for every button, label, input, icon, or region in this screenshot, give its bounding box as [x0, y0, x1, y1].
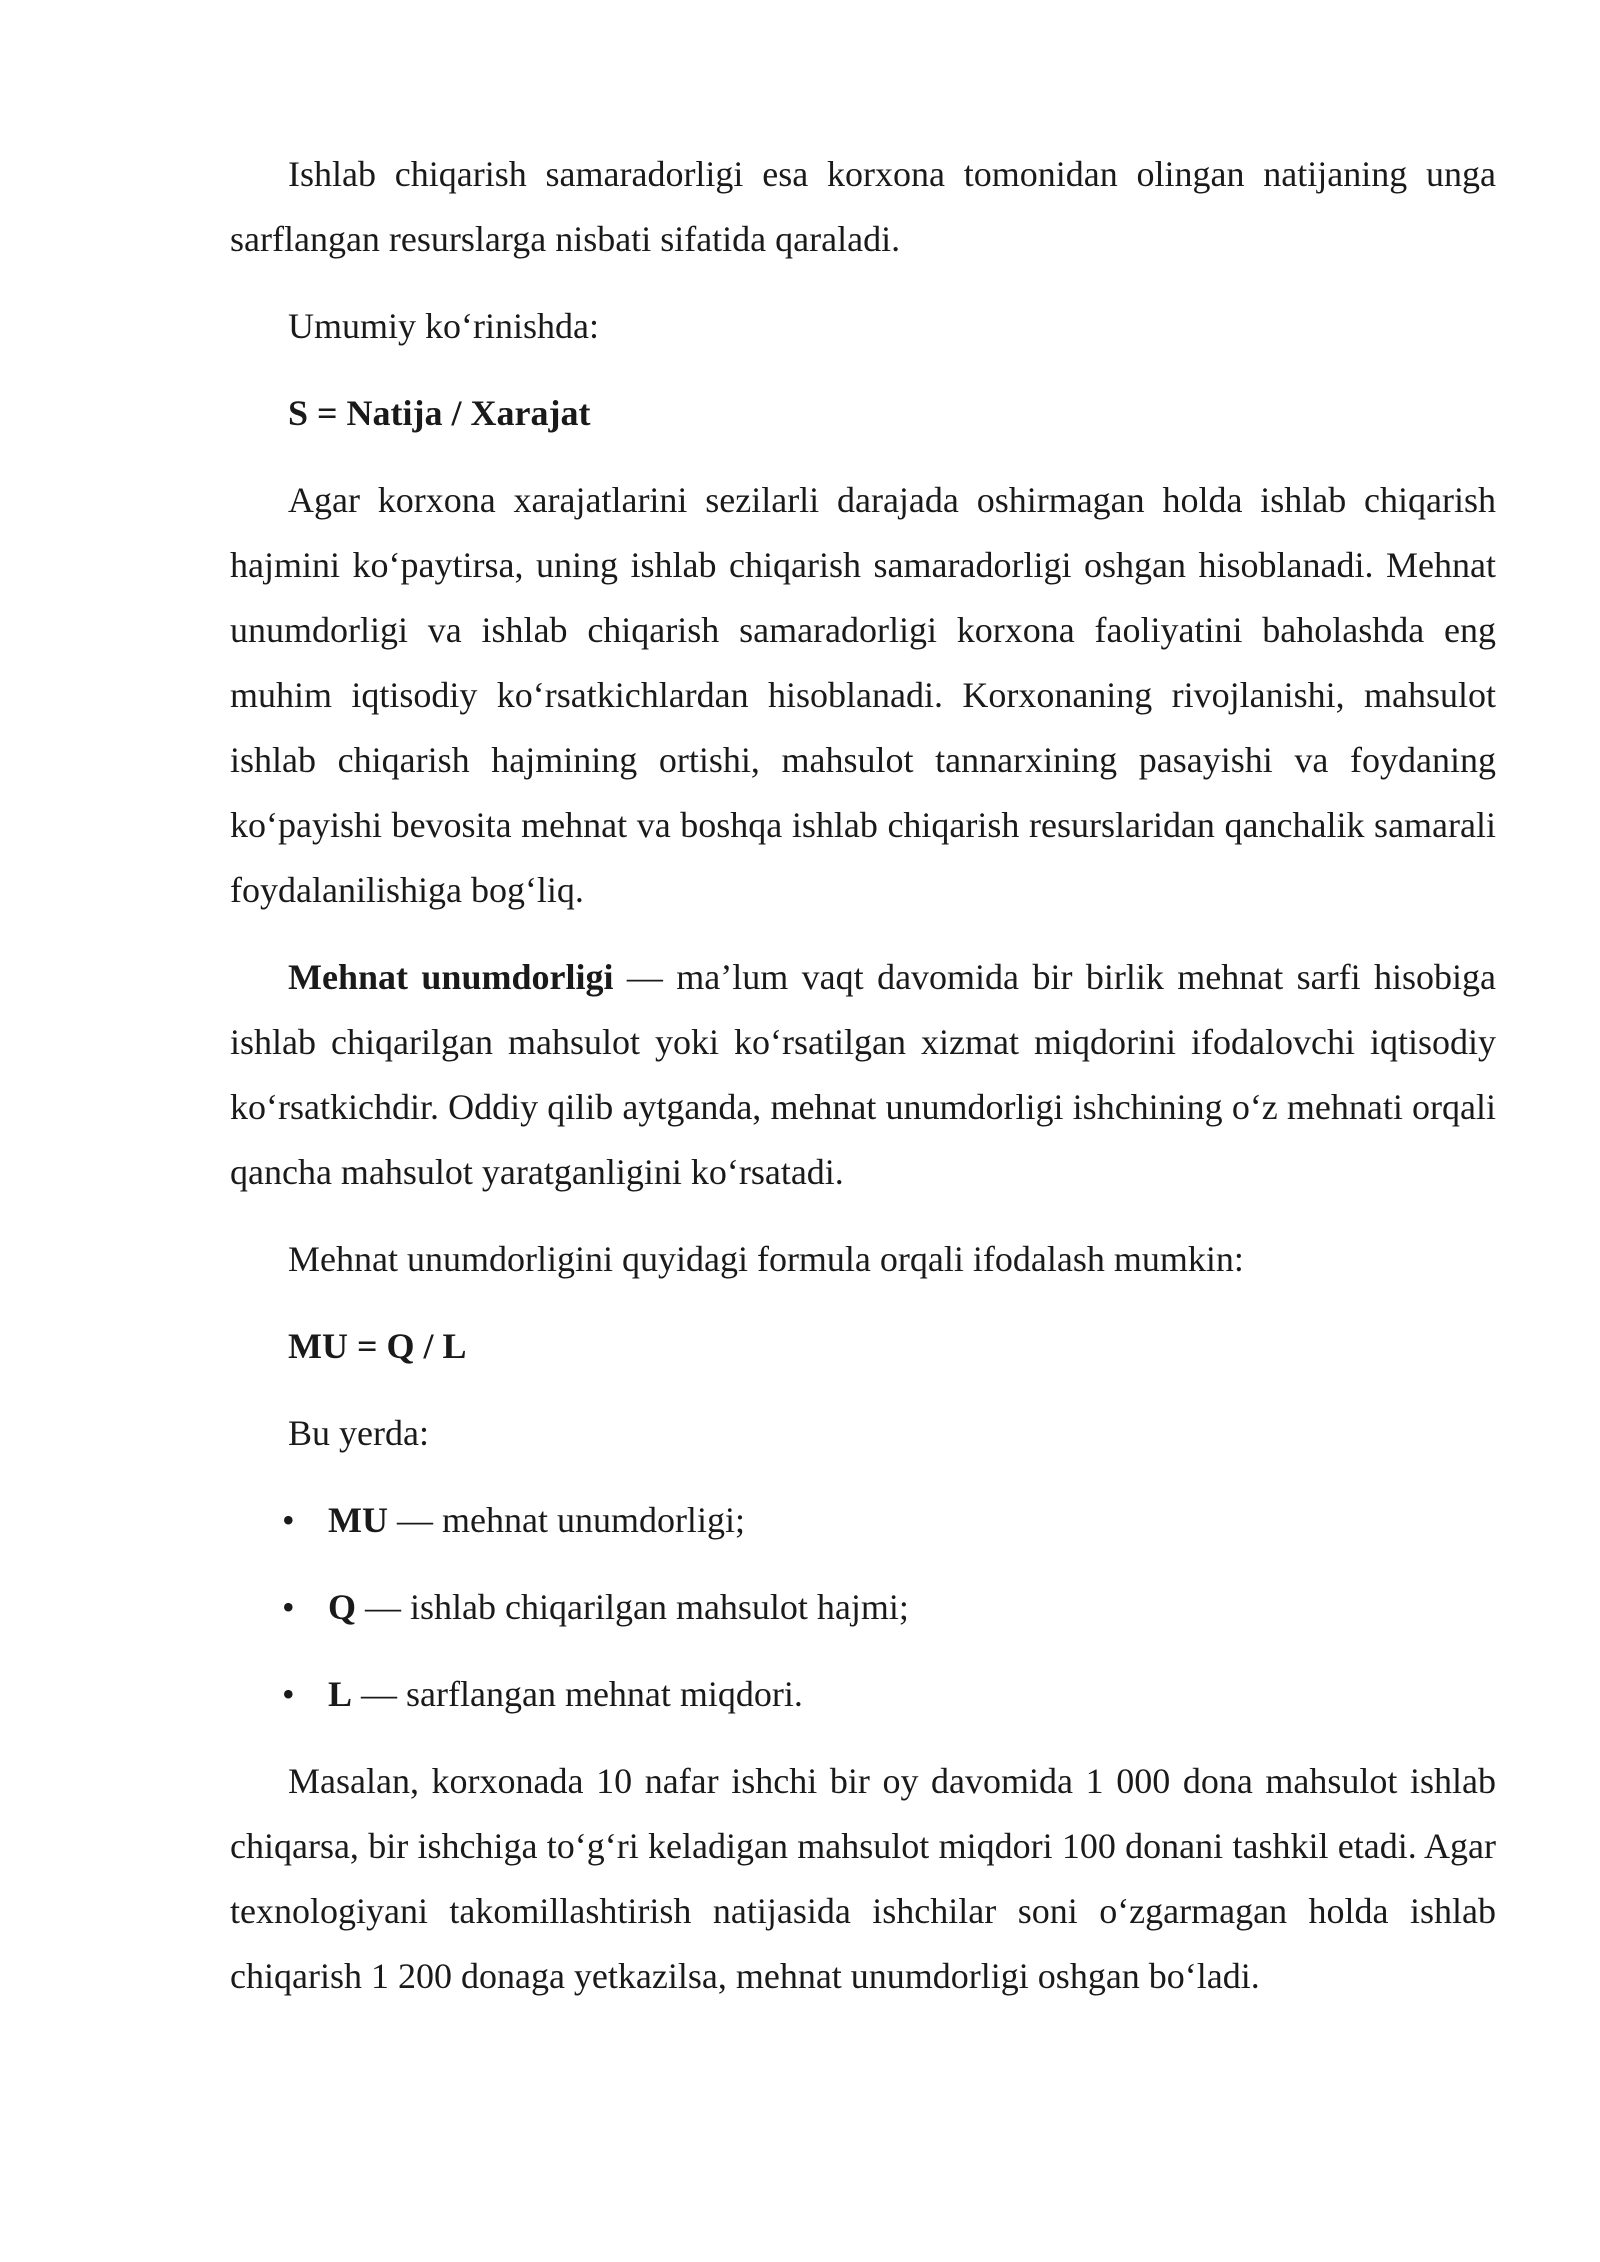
paragraph-efficiency-explanation: Agar korxona xarajatlarini sezilarli darajada oshirmagan holda ishlab chiqarish hajmini ko‘paytirsa, uning ishlab chiqarish samaradorligi oshgan hisoblanadi. Mehnat unumdorligi va ishlab chiqarish samaradorligi korxona faoliyatini baholashda eng muhim iqtisodiy ko‘rsatkichlardan hisoblanadi. Korxonaning rivojlanishi, mahsulot ishlab chiqarish hajmining ortishi, mahsulot tannarxining pasayishi va foydaning ko‘payishi bevosita mehnat va boshqa ishlab chiqarish resurslaridan qanchalik samarali foydalanilishiga bog‘liq.	[230, 480, 1496, 910]
variable-list	[230, 1488, 1496, 1727]
list-item-mu	[230, 1488, 1496, 1553]
paragraph-efficiency-definition: Ishlab chiqarish samaradorligi esa korxona tomonidan olingan natijaning unga sarflangan resurslarga nisbati sifatida qaraladi.	[230, 154, 1496, 259]
formula-intro: Mehnat unumdorligini quyidagi formula orqali ifodalash mumkin:	[288, 1239, 1244, 1279]
variable-symbol: MU	[328, 1500, 388, 1540]
variable-description: — sarflangan mehnat miqdori.	[352, 1674, 803, 1714]
bullet-icon: •	[282, 1674, 295, 1714]
labor-productivity-formula: MU = Q / L	[288, 1326, 467, 1366]
document-page	[230, 142, 1496, 2031]
paragraph-example: Masalan, korxonada 10 nafar ishchi bir oy davomida 1 000 dona mahsulot ishlab chiqarsa, bir ishchiga to‘g‘ri keladigan mahsulot miqdori 100 donani tashkil etadi. Agar texnologiyani takomillashtirish natijasida ishchilar soni o‘zgarmagan holda ishlab chiqarish 1 200 donaga yetkazilsa, mehnat unumdorligi oshgan bo‘ladi.	[230, 1761, 1496, 1996]
bullet-icon: •	[282, 1587, 295, 1627]
variable-description: — mehnat unumdorligi;	[387, 1500, 745, 1540]
list-item-q	[230, 1575, 1496, 1640]
general-form-label: Umumiy ko‘rinishda:	[288, 306, 599, 346]
variable-description: — ishlab chiqarilgan mahsulot hajmi;	[356, 1587, 909, 1627]
labor-productivity-definition-text: — ma’lum vaqt davomida bir birlik mehnat sarfi hisobiga ishlab chiqarilgan mahsulot yoki ko‘rsatilgan xizmat miqdorini ifodalovchi iqtisodiy ko‘rsatkichdir. Oddiy qilib aytganda, mehnat unumdorligi ishchining o‘z mehnati orqali qancha mahsulot yaratganligini ko‘rsatadi.	[230, 957, 1496, 1192]
paragraph-labor-productivity-definition	[230, 945, 1496, 1205]
where-label: Bu yerda:	[288, 1413, 429, 1453]
variable-symbol: L	[328, 1674, 353, 1714]
variable-symbol: Q	[328, 1587, 357, 1627]
bullet-icon: •	[282, 1500, 295, 1540]
efficiency-formula: S = Natija / Xarajat	[288, 393, 591, 433]
list-item-l	[230, 1662, 1496, 1727]
term-labor-productivity: Mehnat unumdorligi	[288, 957, 614, 997]
